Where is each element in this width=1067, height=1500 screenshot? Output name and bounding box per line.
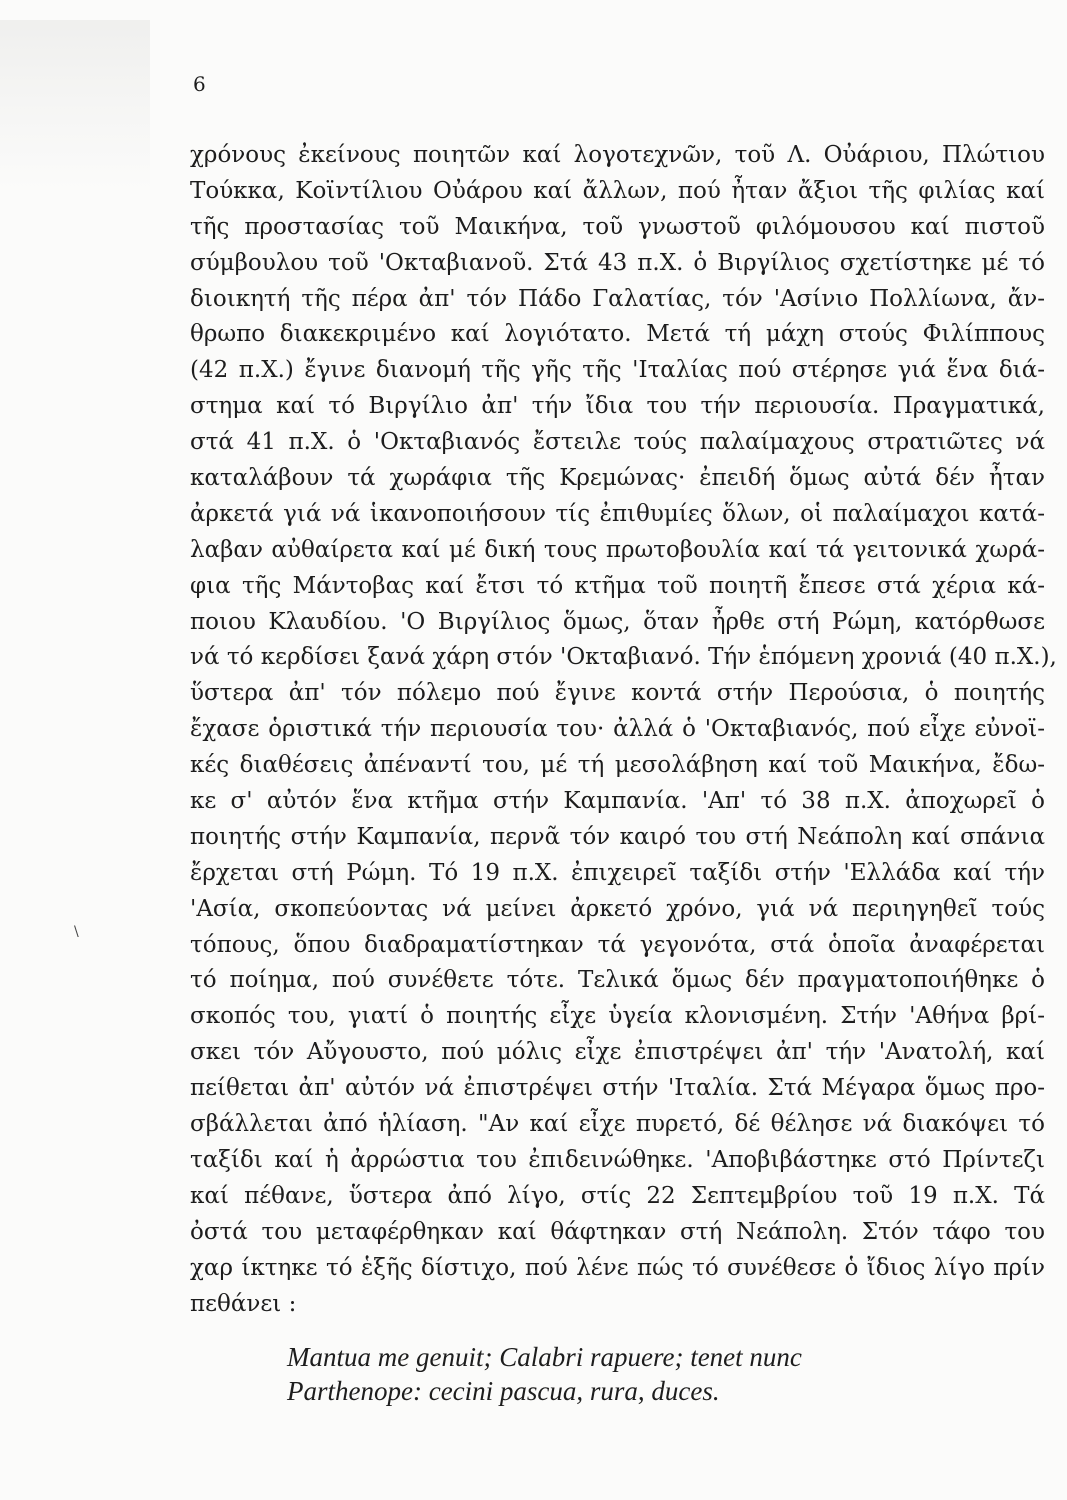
text-line: ταξίδι καί ἡ ἀρρώστια του ἐπιδεινώθηκε. 'Αποβιβάστηκε στό Πρίντεζι bbox=[190, 1146, 1045, 1173]
text-line: χαρ ίκτηκε τό ἑξῆς δίστιχο, πού λένε πώς τό συνέθεσε ὁ ἴδιος λίγο πρίν bbox=[190, 1254, 1045, 1281]
text-line: λαβαν αὐθαίρετα καί μέ δική τους πρωτοβουλία καί τά γειτονικά χωρά- bbox=[190, 536, 1045, 563]
epitaph-line-2: Parthenope: cecini pascua, rura, duces. bbox=[287, 1376, 720, 1406]
margin-mark: \ bbox=[74, 924, 79, 940]
text-line: τῆς προστασίας τοῦ Μαικήνα, τοῦ γνωστοῦ φιλόμουσου καί πιστοῦ bbox=[190, 213, 1045, 240]
text-line: κε σ' αὐτόν ἕνα κτῆμα στήν Καμπανία. 'Απ' τό 38 π.Χ. ἀποχωρεῖ ὁ bbox=[190, 788, 1045, 815]
epitaph-line-1: Mantua me genuit; Calabri rapuere; tenet nunc bbox=[287, 1342, 802, 1372]
text-line: ποιητής στήν Καμπανία, περνᾶ τόν καιρό του στή Νεάπολη καί σπάνια bbox=[190, 823, 1045, 850]
text-line: (42 π.Χ.) ἔγινε διανομή τῆς γῆς τῆς 'Ιταλίας πού στέρησε γιά ἕνα διά- bbox=[190, 357, 1045, 384]
text-line: σκοπός του, γιατί ὁ ποιητής εἶχε ὑγεία κλονισμένη. Στήν 'Αθήνα βρί- bbox=[190, 1003, 1045, 1030]
text-line: κές διαθέσεις ἀπέναντί του, μέ τή μεσολάβηση καί τοῦ Μαικήνα, ἔδω- bbox=[190, 752, 1045, 779]
text-line: καί πέθανε, ὕστερα ἀπό λίγο, στίς 22 Σεπτεμβρίου τοῦ 19 π.Χ. Τά bbox=[190, 1182, 1045, 1209]
text-line: στά 41 π.Χ. ὁ 'Οκταβιανός ἔστειλε τούς παλαίμαχους στρατιῶτες νά bbox=[190, 429, 1045, 456]
text-line: ὕστερα ἀπ' τόν πόλεμο πού ἔγινε κοντά στήν Περούσια, ὁ ποιητής bbox=[190, 680, 1045, 707]
text-line: τόπους, ὅπου διαδραματίστηκαν τά γεγονότα, στά ὁποῖα ἀναφέρεται bbox=[190, 931, 1045, 958]
text-line: φια τῆς Μάντοβας καί ἔτσι τό κτῆμα τοῦ ποιητῆ ἔπεσε στά χέρια κά- bbox=[190, 572, 1045, 599]
text-line: στημα καί τό Βιργίλιο ἀπ' τήν ἴδια του τήν περιουσία. Πραγματικά, bbox=[190, 393, 1045, 420]
text-line: πείθεται ἀπ' αὐτόν νά ἐπιστρέψει στήν 'Ιταλία. Στά Μέγαρα ὅμως προ- bbox=[190, 1075, 1045, 1102]
text-line: θρωπο διακεκριμένο καί λογιότατο. Μετά τή μάχη στούς Φιλίππους bbox=[190, 321, 1045, 348]
text-line: καταλάβουν τά χωράφια τῆς Κρεμώνας· ἐπειδή ὅμως αὐτά δέν ἦταν bbox=[190, 465, 1045, 492]
text-line: ποιου Κλαυδίου. 'Ο Βιργίλιος ὅμως, ὅταν ἦρθε στή Ρώμη, κατόρθωσε bbox=[190, 608, 1045, 635]
text-line: πεθάνει : bbox=[190, 1290, 297, 1317]
facing-page-bleed bbox=[0, 20, 150, 190]
text-line: ὀστά του μεταφέρθηκαν καί θάφτηκαν στή Νεάπολη. Στόν τάφο του bbox=[190, 1218, 1045, 1245]
text-line: Τούκκα, Κοϊντίλιου Οὐάρου καί ἄλλων, πού ἦταν ἄξιοι τῆς φιλίας καί bbox=[190, 177, 1045, 204]
text-line: σκει τόν Αὔγουστο, πού μόλις εἶχε ἐπιστρέψει ἀπ' τήν 'Ανατολή, καί bbox=[190, 1039, 1045, 1066]
text-line: νά τό κερδίσει ξανά χάρη στόν 'Οκταβιανό. Τήν ἑπόμενη χρονιά (40 π.Χ.), bbox=[190, 644, 1057, 671]
text-line: 'Ασία, σκοπεύοντας νά μείνει ἀρκετό χρόνο, γιά νά περιηγηθεῖ τούς bbox=[190, 895, 1045, 922]
text-line: ἔρχεται στή Ρώμη. Τό 19 π.Χ. ἐπιχειρεῖ ταξίδι στήν 'Ελλάδα καί τήν bbox=[190, 859, 1045, 886]
text-line: ἔχασε ὁριστικά τήν περιουσία του· ἀλλά ὁ 'Οκταβιανός, πού εἶχε εὐνοϊ- bbox=[190, 716, 1045, 743]
body-text bbox=[190, 138, 1057, 1322]
text-line: ἀρκετά γιά νά ἱκανοποιήσουν τίς ἐπιθυμίες ὅλων, οἱ παλαίμαχοι κατά- bbox=[190, 500, 1045, 527]
text-line: σύμβουλου τοῦ 'Οκταβιανοῦ. Στά 43 π.Χ. ὁ Βιργίλιος σχετίστηκε μέ τό bbox=[190, 249, 1045, 276]
text-line: χρόνους ἐκείνους ποιητῶν καί λογοτεχνῶν, τοῦ Λ. Οὐάριου, Πλώτιου bbox=[190, 142, 1045, 168]
epitaph-distich bbox=[287, 1340, 987, 1408]
page-number: 6 bbox=[193, 72, 206, 96]
text-line: τό ποίημα, πού συνέθετε τότε. Τελικά ὅμως δέν πραγματοποιήθηκε ὁ bbox=[190, 967, 1045, 994]
text-line: διοικητή τῆς πέρα ἀπ' τόν Πάδο Γαλατίας, τόν 'Ασίνιο Πολλίωνα, ἄν- bbox=[190, 285, 1045, 312]
text-line: σβάλλεται ἀπό ἡλίαση. "Αν καί εἶχε πυρετό, δέ θέλησε νά διακόψει τό bbox=[190, 1111, 1045, 1138]
